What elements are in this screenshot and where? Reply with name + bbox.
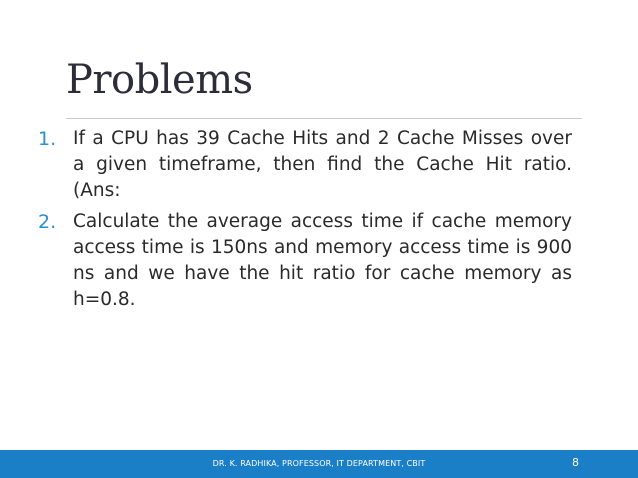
problem-text: If a CPU has 39 Cache Hits and 2 Cache Misses over a given timeframe, then find the Cache Hit ratio. (Ans: bbox=[73, 128, 572, 201]
problem-text: Calculate the average access time if cache memory access time is 150ns and memory access time is 900 ns and we have the hit ratio for cache memory as h=0.8. bbox=[73, 211, 572, 310]
footer-text: DR. K. RADHIKA, PROFESSOR, IT DEPARTMENT, CBIT bbox=[212, 459, 426, 468]
problem-number: 2. bbox=[38, 211, 57, 233]
list-item bbox=[38, 209, 572, 313]
slide-title: Problems bbox=[66, 57, 253, 103]
title-divider bbox=[66, 118, 582, 119]
problem-list bbox=[38, 126, 572, 318]
problem-number: 1. bbox=[38, 128, 57, 150]
list-item bbox=[38, 126, 572, 204]
slide-number: 8 bbox=[572, 456, 579, 469]
